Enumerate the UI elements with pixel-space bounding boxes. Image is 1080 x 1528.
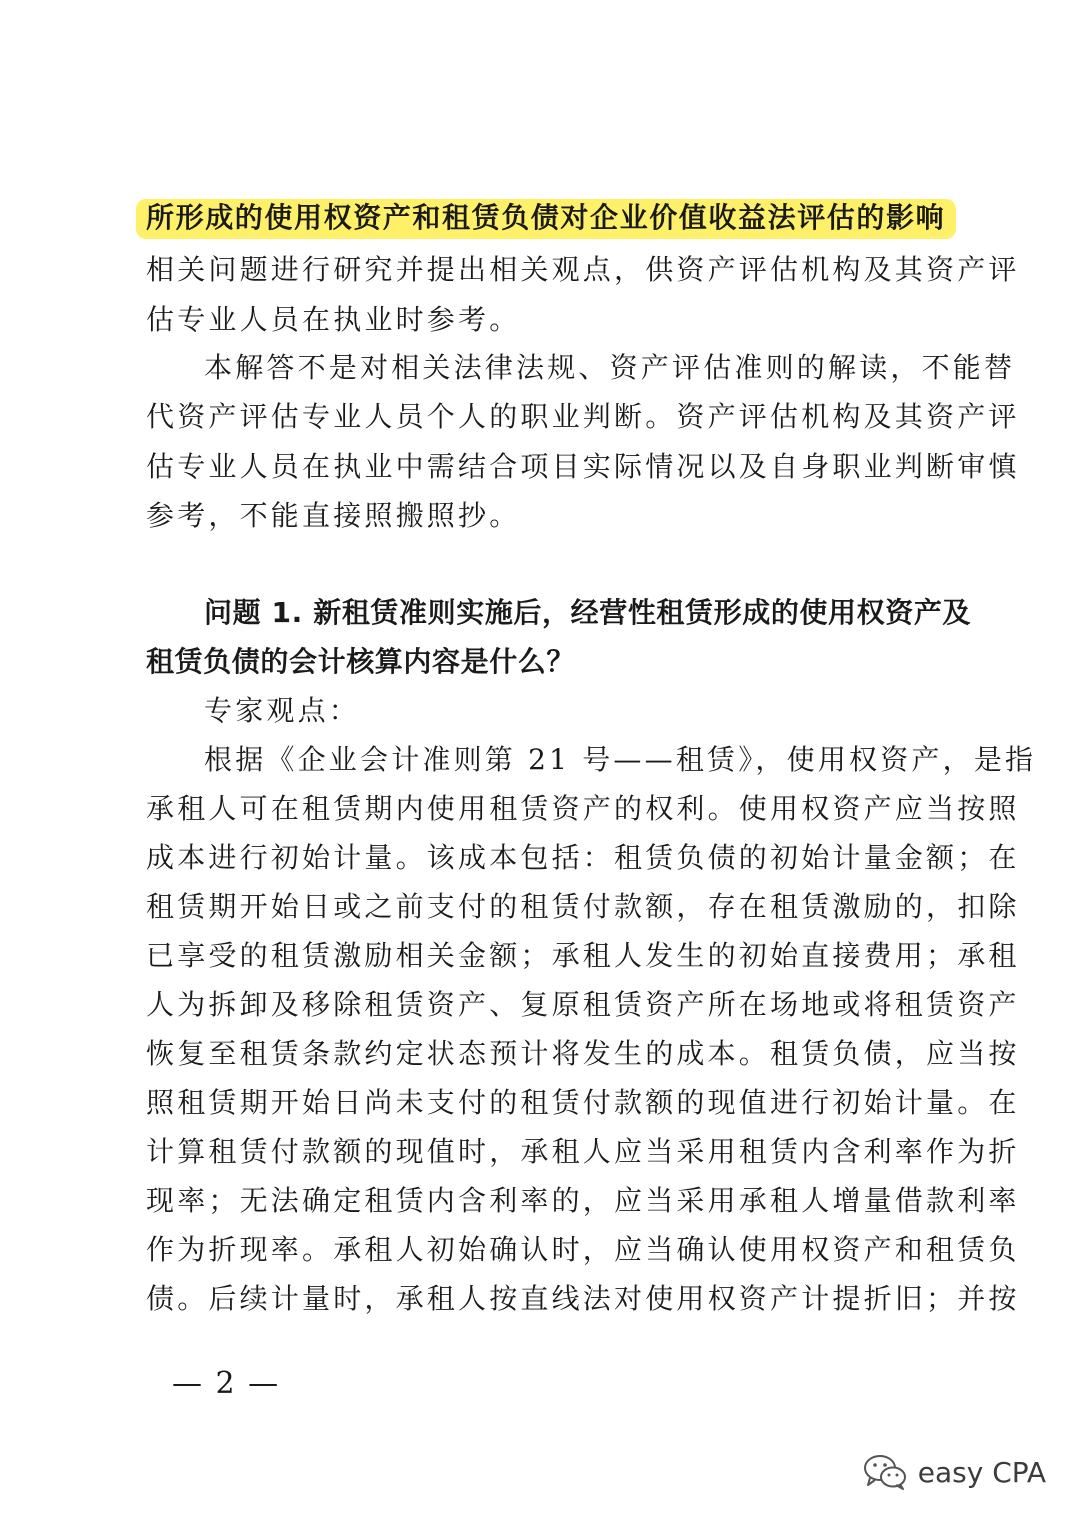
wechat-icon: [862, 1452, 908, 1492]
answer-line: 人为拆卸及移除租赁资产、复原租赁资产所在场地或将租赁资产: [146, 988, 1020, 1021]
answer-line: 已享受的租赁激励相关金额；承租人发生的初始直接费用；承租: [146, 939, 1020, 972]
disclaimer-line: 本解答不是对相关法律法规、资产评估准则的解读，不能替: [204, 351, 1016, 384]
question-heading-line: 问题 1. 新租赁准则实施后，经营性租赁形成的使用权资产及: [204, 596, 972, 629]
answer-line: 照租赁期开始日尚未支付的租赁付款额的现值进行初始计量。在: [146, 1086, 1020, 1119]
answer-line: 根据《企业会计准则第 21 号——租赁》，使用权资产，是指: [204, 743, 1037, 776]
question-heading-line: 租赁负债的会计核算内容是什么？: [146, 645, 576, 678]
answer-line: 债。后续计量时，承租人按直线法对使用权资产计提折旧；并按: [146, 1282, 1020, 1315]
disclaimer-line: 参考，不能直接照搬照抄。: [146, 499, 521, 532]
answer-line: 承租人可在租赁期内使用租赁资产的权利。使用权资产应当按照: [146, 792, 1020, 825]
page-number: — 2 —: [172, 1366, 281, 1401]
expert-label: 专家观点：: [204, 694, 361, 727]
answer-line: 现率；无法确定租赁内含利率的，应当采用承租人增量借款利率: [146, 1184, 1020, 1217]
watermark-text: easy CPA: [917, 1455, 1046, 1489]
answer-line: 成本进行初始计量。该成本包括：租赁负债的初始计量金额；在: [146, 841, 1020, 874]
answer-line: 作为折现率。承租人初始确认时，应当确认使用权资产和租赁负: [146, 1233, 1020, 1266]
disclaimer-line: 代资产评估专业人员个人的职业判断。资产评估机构及其资产评: [146, 400, 1020, 433]
highlighted-heading-line: 所形成的使用权资产和租赁负债对企业价值收益法评估的影响: [136, 199, 956, 239]
intro-line: 相关问题进行研究并提出相关观点，供资产评估机构及其资产评: [146, 253, 1020, 286]
answer-line: 计算租赁付款额的现值时，承租人应当采用租赁内含利率作为折: [146, 1135, 1020, 1168]
disclaimer-line: 估专业人员在执业中需结合项目实际情况以及自身职业判断审慎: [146, 450, 1020, 483]
answer-line: 租赁期开始日或之前支付的租赁付款额，存在租赁激励的，扣除: [146, 890, 1020, 923]
answer-line: 恢复至租赁条款约定状态预计将发生的成本。租赁负债，应当按: [146, 1037, 1020, 1070]
intro-line: 估专业人员在执业时参考。: [146, 303, 521, 336]
watermark: [862, 1452, 1046, 1492]
